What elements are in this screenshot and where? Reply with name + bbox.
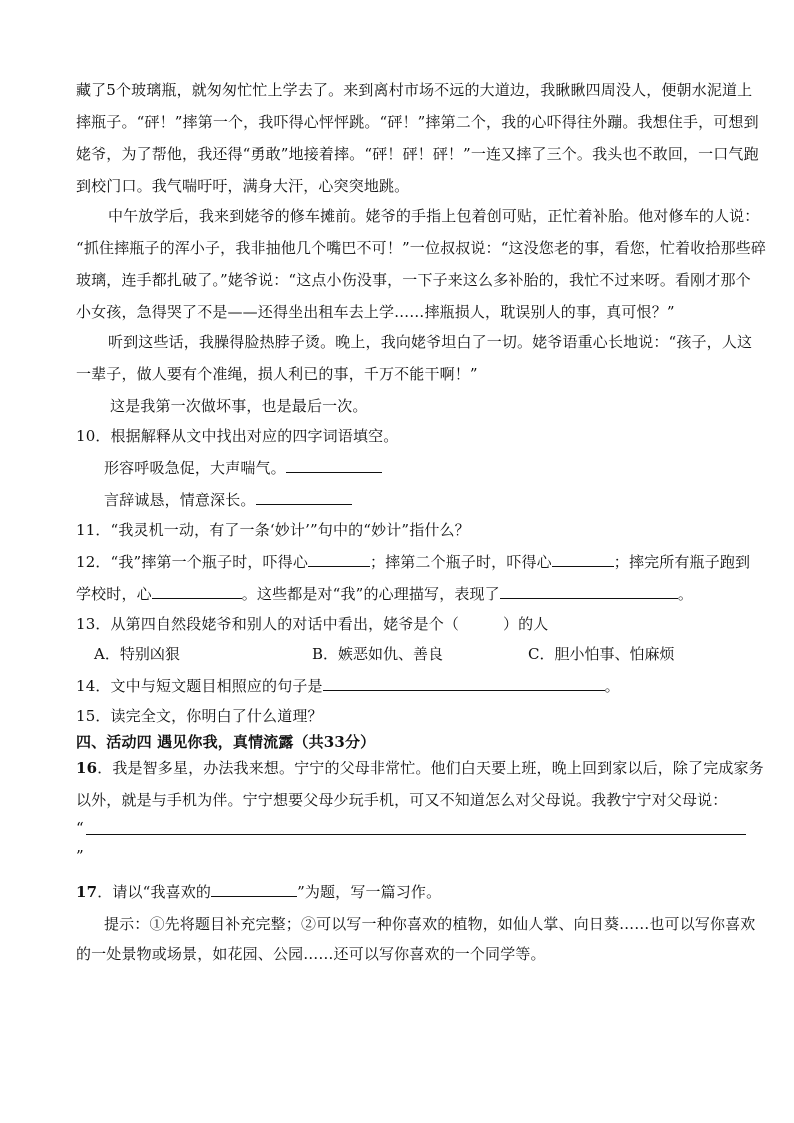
answer-blank[interactable]	[323, 676, 605, 691]
passage-line: 玻璃，连手都扎破了。”姥爷说：“这点小伤没事，一下子来这么多补胎的，我忙不过来呀。看刚才那个	[76, 271, 751, 289]
section-4-heading: 四、活动四 遇见你我，真情流露（共33分）	[76, 733, 376, 751]
title-blank[interactable]	[211, 882, 297, 897]
question-17-text: ．请以“我喜欢的	[97, 883, 212, 901]
option-b[interactable]: B．嫉恶如仇、善良	[312, 645, 444, 663]
passage-line: 中午放学后，我来到姥爷的修车摊前。姥爷的手指上包着创可贴，正忙着补胎。他对修车的人说：	[108, 207, 760, 225]
question-12-line1	[76, 552, 751, 572]
question-10b-text: 言辞诚恳，情意深长。	[104, 491, 256, 509]
answer-blank[interactable]	[152, 584, 242, 599]
question-16-text: ．我是智多星，办法我来想。宁宁的父母非常忙。他们白天要上班，晚上回到家以后，除了完成家务	[97, 759, 764, 777]
question-15: 15．读完全文，你明白了什么道理？	[76, 707, 323, 725]
question-17-number: 17	[76, 883, 98, 901]
option-c[interactable]: C．胆小怕事、怕麻烦	[528, 645, 675, 663]
question-14-text: 。	[604, 677, 620, 695]
question-13-options	[0, 644, 794, 664]
answer-blank[interactable]	[286, 458, 382, 473]
question-13-text: ）的人	[503, 615, 549, 633]
question-10a	[104, 458, 774, 478]
passage-line: 姥爷，为了帮他，我还得“勇敢”地接着摔。“砰！砰！砰！”一连又摔了三个。我头也不敢回，一口气跑	[76, 145, 759, 163]
question-10: 10．根据解释从文中找出对应的四字词语填空。	[76, 427, 399, 445]
passage-line: 到校门口。我气喘吁吁，满身大汗，心突突地跳。	[76, 177, 410, 195]
question-17-text: ”为题，写一篇习作。	[297, 883, 442, 901]
answer-blank[interactable]	[308, 552, 370, 567]
question-16-line1	[76, 758, 764, 778]
question-17	[76, 882, 746, 902]
open-quote: “	[76, 819, 84, 837]
answer-blank[interactable]	[256, 490, 352, 505]
question-16-line2: 以外，就是与手机为伴。宁宁想要父母少玩手机，可又不知道怎么对父母说。我教宁宁对父母说：	[76, 791, 728, 809]
question-14	[76, 676, 746, 696]
question-12-text: 学校时，心	[76, 585, 152, 603]
passage-line: 小女孩，急得哭了不是——还得坐出租车去上学……摔瓶损人，耽误别人的事，真可恨？”	[76, 303, 675, 321]
question-13-text: 13．从第四自然段姥爷和别人的对话中看出，姥爷是个（	[76, 615, 459, 633]
question-10b	[104, 490, 774, 510]
question-12-text: 12．“我”摔第一个瓶子时，吓得心	[76, 553, 308, 571]
question-11: 11．“我灵机一动，有了一条‘妙计’”句中的“妙计”指什么？	[76, 521, 470, 539]
passage-line: 这是我第一次做坏事，也是最后一次。	[110, 397, 368, 415]
answer-line[interactable]	[86, 834, 746, 835]
question-17-tip-line2: 的一处景物或场景，如花园、公园……还可以写你喜欢的一个同学等。	[76, 945, 546, 963]
question-12-text: ；摔完所有瓶子跑到	[613, 553, 751, 571]
question-13	[76, 614, 746, 634]
question-12-line2	[76, 584, 746, 604]
option-a[interactable]: A．特别凶狠	[94, 645, 180, 663]
question-16-number: 16	[76, 759, 98, 777]
question-14-text: 14．文中与短文题目相照应的句子是	[76, 677, 323, 695]
passage-line: 一辈子，做人要有个准绳，损人利已的事，千万不能干啊！”	[76, 365, 478, 383]
question-12-text: ；摔第二个瓶子时，吓得心	[369, 553, 552, 571]
question-12-text: 。	[677, 585, 693, 603]
question-12-text: 。这些都是对“我”的心理描写，表现了	[241, 585, 500, 603]
question-17-tip-line1: 提示：①先将题目补充完整；②可以写一种你喜欢的植物，如仙人掌、向日葵……也可以写你喜欢	[104, 915, 756, 933]
passage-line: 藏了5个玻璃瓶，就匆匆忙忙上学去了。来到离村市场不远的大道边，我瞅瞅四周没人，便朝水泥道上	[76, 81, 753, 99]
close-quote: ”	[76, 847, 84, 865]
passage-line: 摔瓶子。“砰！”摔第一个，我吓得心怦怦跳。“砰！”摔第二个，我的心吓得往外蹦。我想住手，可想到	[76, 113, 759, 131]
passage-line: “抓住摔瓶子的浑小子，我非抽他几个嘴巴不可！”一位叔叔说：“这没您老的事，看您，忙着收拾那些碎	[76, 239, 767, 257]
passage-line: 听到这些话，我臊得脸热脖子烫。晚上，我向姥爷坦白了一切。姥爷语重心长地说：“孩子，人这	[108, 333, 753, 351]
answer-blank[interactable]	[500, 584, 678, 599]
question-10a-text: 形容呼吸急促，大声喘气。	[104, 459, 286, 477]
answer-blank[interactable]	[552, 552, 614, 567]
